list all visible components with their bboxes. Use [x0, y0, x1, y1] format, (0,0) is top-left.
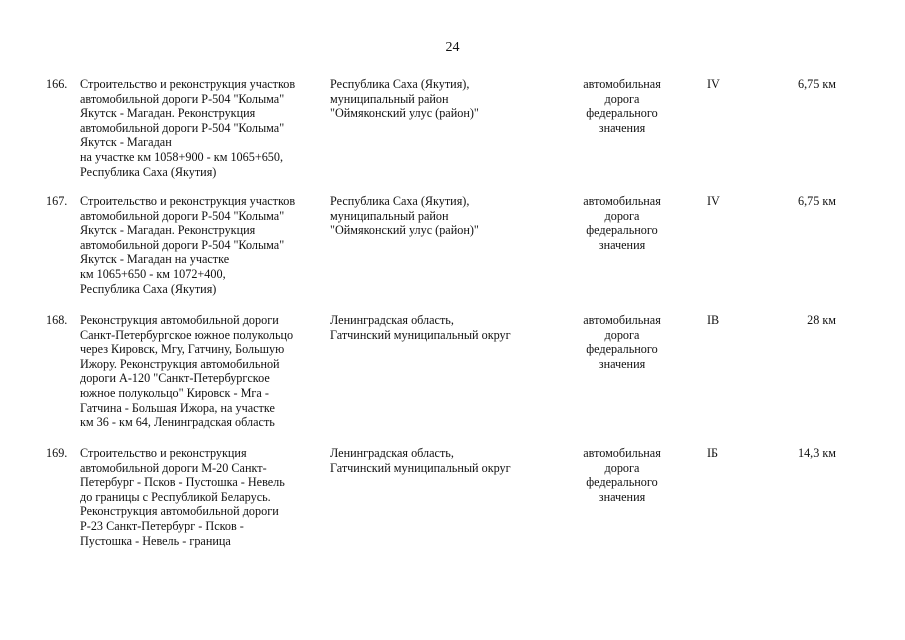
road-length: 6,75 км [797, 77, 836, 91]
road-category: IВ [707, 313, 720, 327]
road-length: 6,75 км [797, 194, 836, 208]
row-number: 167. [46, 194, 68, 208]
project-region: Ленинградская область, Гатчинский муниципальный округ [330, 446, 511, 475]
project-name: Строительство и реконструкция автомобильной дороги М-20 Санкт- Петербург - Псков - Пустошка - Невель до границы с Республикой Беларусь. Реконструкция автомобильной дороги Р-23 Санкт-Петербург - Псков - Пустошка - Невель - граница [80, 446, 285, 548]
road-category: IV [707, 77, 720, 91]
project-region: Республика Саха (Якутия), муниципальный район "Оймяконский улус (район)" [330, 194, 479, 238]
road-category: IV [707, 194, 720, 208]
road-length: 14,3 км [797, 446, 836, 460]
row-number: 166. [46, 77, 68, 91]
project-name: Реконструкция автомобильной дороги Санкт-Петербургское южное полукольцо через Кировск, Мгу, Гатчину, Большую Ижору. Реконструкция автомобильной дороги А-120 "Санкт-Петербургское южное полукольцо" Кировск - Мга - Гатчина - Большая Ижора, на участке км 36 - км 64, Ленинградская область [80, 313, 294, 430]
row-number: 168. [46, 313, 68, 327]
project-name: Строительство и реконструкция участков автомобильной дороги Р-504 "Колыма" Якутск - Магадан. Реконструкция автомобильной дороги Р-504 "Колыма" Якутск - Магадан на участке км 1065+650 - км 1072+400, Республика Саха (Якутия) [80, 194, 296, 296]
road-category: IБ [707, 446, 719, 460]
project-region: Республика Саха (Якутия), муниципальный район "Оймяконский улус (район)" [330, 77, 479, 121]
page-number: 24 [445, 40, 460, 55]
road-length: 28 км [807, 313, 836, 327]
road-type: автомобильная дорога федерального значения [583, 77, 661, 135]
road-type: автомобильная дорога федерального значения [583, 313, 661, 371]
road-type: автомобильная дорога федерального значения [583, 446, 661, 504]
project-region: Ленинградская область, Гатчинский муниципальный округ [330, 313, 511, 342]
row-number: 169. [46, 446, 68, 460]
road-type: автомобильная дорога федерального значения [583, 194, 661, 252]
project-name: Строительство и реконструкция участков автомобильной дороги Р-504 "Колыма" Якутск - Магадан. Реконструкция автомобильной дороги Р-504 "Колыма" Якутск - Магадан на участке км 1058+900 - км 1065+650, Республика Саха (Якутия) [80, 77, 296, 179]
